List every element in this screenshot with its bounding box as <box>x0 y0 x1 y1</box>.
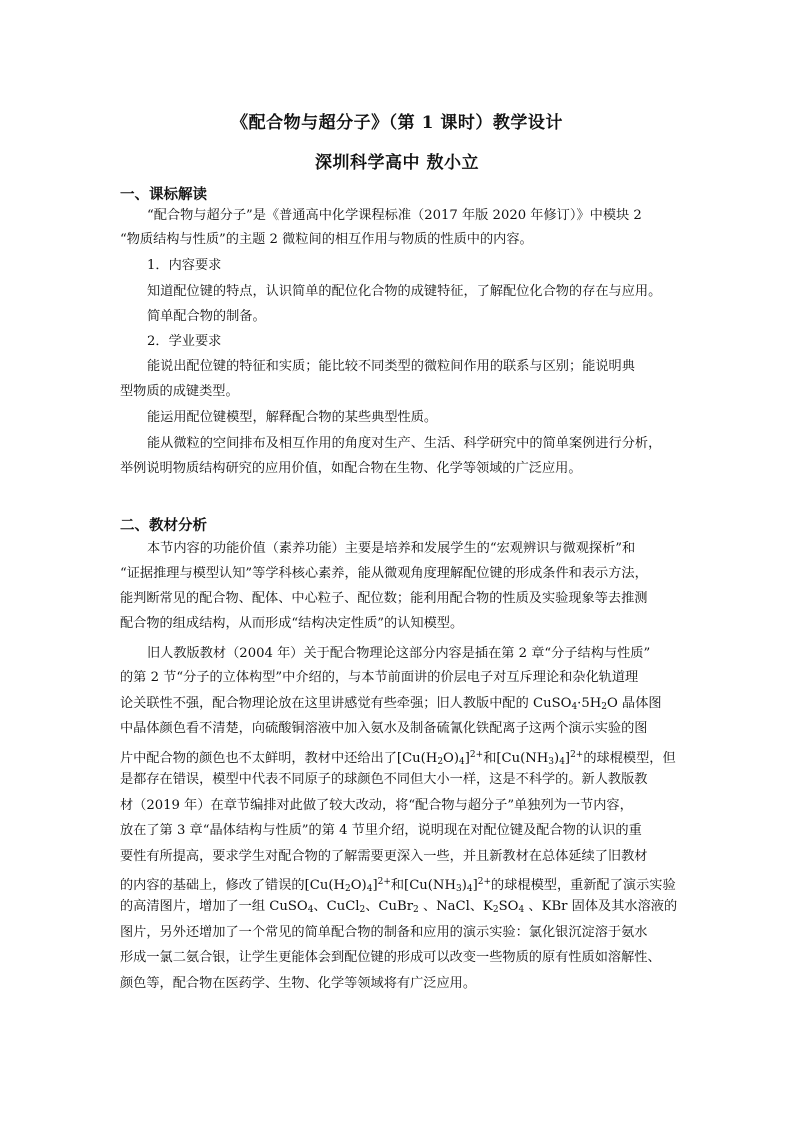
paragraph-line: 简单配合物的制备。 <box>147 309 266 324</box>
paragraph-line: 本节内容的功能价值（素养功能）主要是培养和发展学生的“宏观辨识与微观探析”和 <box>147 541 636 556</box>
paragraph-line: 片中配合物的颜色也不太鲜明，教材中还给出了$[Cu(H_2O)_4]^{2+}$和$[Cu(NH_3)_4]^{2+}$的球棍模型，但 <box>120 750 676 767</box>
section-heading-curriculum: 一、课标解读 <box>120 186 207 203</box>
paragraph-line: 知道配位键的特点，认识简单的配位化合物的成键特征，了解配位化合物的存在与应用。 <box>147 284 662 299</box>
paragraph-line: 能从微粒的空间排布及相互作用的角度对生产、生活、科学研究中的简单案例进行分析， <box>147 436 662 451</box>
paragraph-line: 图片，另外还增加了一个常见的简单配合物的制备和应用的演示实验：氯化银沉淀溶于氨水 <box>120 925 648 940</box>
paragraph-line: 形成一氯二氨合银，让学生更能体会到配位键的形成可以改变一些物质的原有性质如溶解性、 <box>120 950 661 965</box>
paragraph-line: 放在了第 3 章“晶体结构与性质”的第 4 节里介绍，说明现在对配位键及配合物的认识的重 <box>120 823 642 838</box>
paragraph-line: 中晶体颜色看不清楚，向硫酸铜溶液中加入氨水及制备硫氰化铁配离子这两个演示实验的图 <box>120 721 648 736</box>
paragraph-line: 的高清图片，增加了一组 CuSO$_4$、CuCl$_2$、CuBr$_2$ 、NaCl、$K_2SO_4$ 、KBr 固体及其水溶液的 <box>120 899 678 915</box>
subheading-academic-requirements: 2．学业要求 <box>147 334 222 349</box>
document-title: 《配合物与超分子》（第 1 课时）教学设计 <box>231 113 563 133</box>
paragraph-line: 旧人教版教材（2004 年）关于配合物理论这部分内容是插在第 2 章“分子结构与性质” <box>147 646 651 661</box>
paragraph-line: “物质结构与性质”的主题 2 微粒间的相互作用与物质的性质中的内容。 <box>120 232 533 247</box>
paragraph-line: 的第 2 节“分子的立体构型”中介绍的，与本节前面讲的价层电子对互斥理论和杂化轨道理 <box>120 670 639 685</box>
paragraph-line: 能运用配位键模型，解释配合物的某些典型性质。 <box>147 410 438 425</box>
paragraph-line: 举例说明物质结构研究的应用价值，如配合物在生物、化学等领域的广泛应用。 <box>120 461 582 476</box>
paragraph-line: 材（2019 年）在章节编排对此做了较大改动，将“配合物与超分子”单独列为一节内容， <box>120 798 633 813</box>
paragraph-line: 的内容的基础上，修改了错误的$[Cu(H_2O)_4]^{2+}$和$[Cu(NH_3)_4]^{2+}$的球棍模型，重新配了演示实验 <box>120 877 676 894</box>
document-author: 深圳科学高中 敖小立 <box>315 153 479 173</box>
section-heading-textbook-analysis: 二、教材分析 <box>120 517 207 534</box>
paragraph-line: 颜色等，配合物在医药学、生物、化学等领域将有广泛应用。 <box>120 976 477 991</box>
paragraph-line: 型物质的成键类型。 <box>120 384 239 399</box>
paragraph-line: “配合物与超分子”是《普通高中化学课程标准（2017 年版 2020 年修订）》中模块 2 <box>147 208 642 223</box>
paragraph-line: 是都存在错误，模型中代表不同原子的球颜色不同但大小一样，这是不科学的。新人教版教 <box>120 772 648 787</box>
paragraph-line: 能说出配位键的特征和实质；能比较不同类型的微粒间作用的联系与区别；能说明典 <box>147 359 635 374</box>
paragraph-line: “证据推理与模型认知”等学科核心素养，能从微观角度理解配位键的形成条件和表示方法， <box>120 566 648 581</box>
paragraph-line: 要性有所提高，要求学生对配合物的了解需要更深入一些，并且新教材在总体延续了旧教材 <box>120 849 648 864</box>
subheading-content-requirements: 1．内容要求 <box>147 258 222 273</box>
paragraph-line: 配合物的组成结构，从而形成“结构决定性质”的认知模型。 <box>120 616 464 631</box>
paragraph-line: 能判断常见的配合物、配体、中心粒子、配位数；能利用配合物的性质及实验现象等去推测 <box>120 591 648 606</box>
paragraph-line: 论关联性不强，配合物理论放在这里讲感觉有些牵强；旧人教版中配的 $CuSO_4\cdot 5H_2O$ 晶体图 <box>120 696 662 712</box>
